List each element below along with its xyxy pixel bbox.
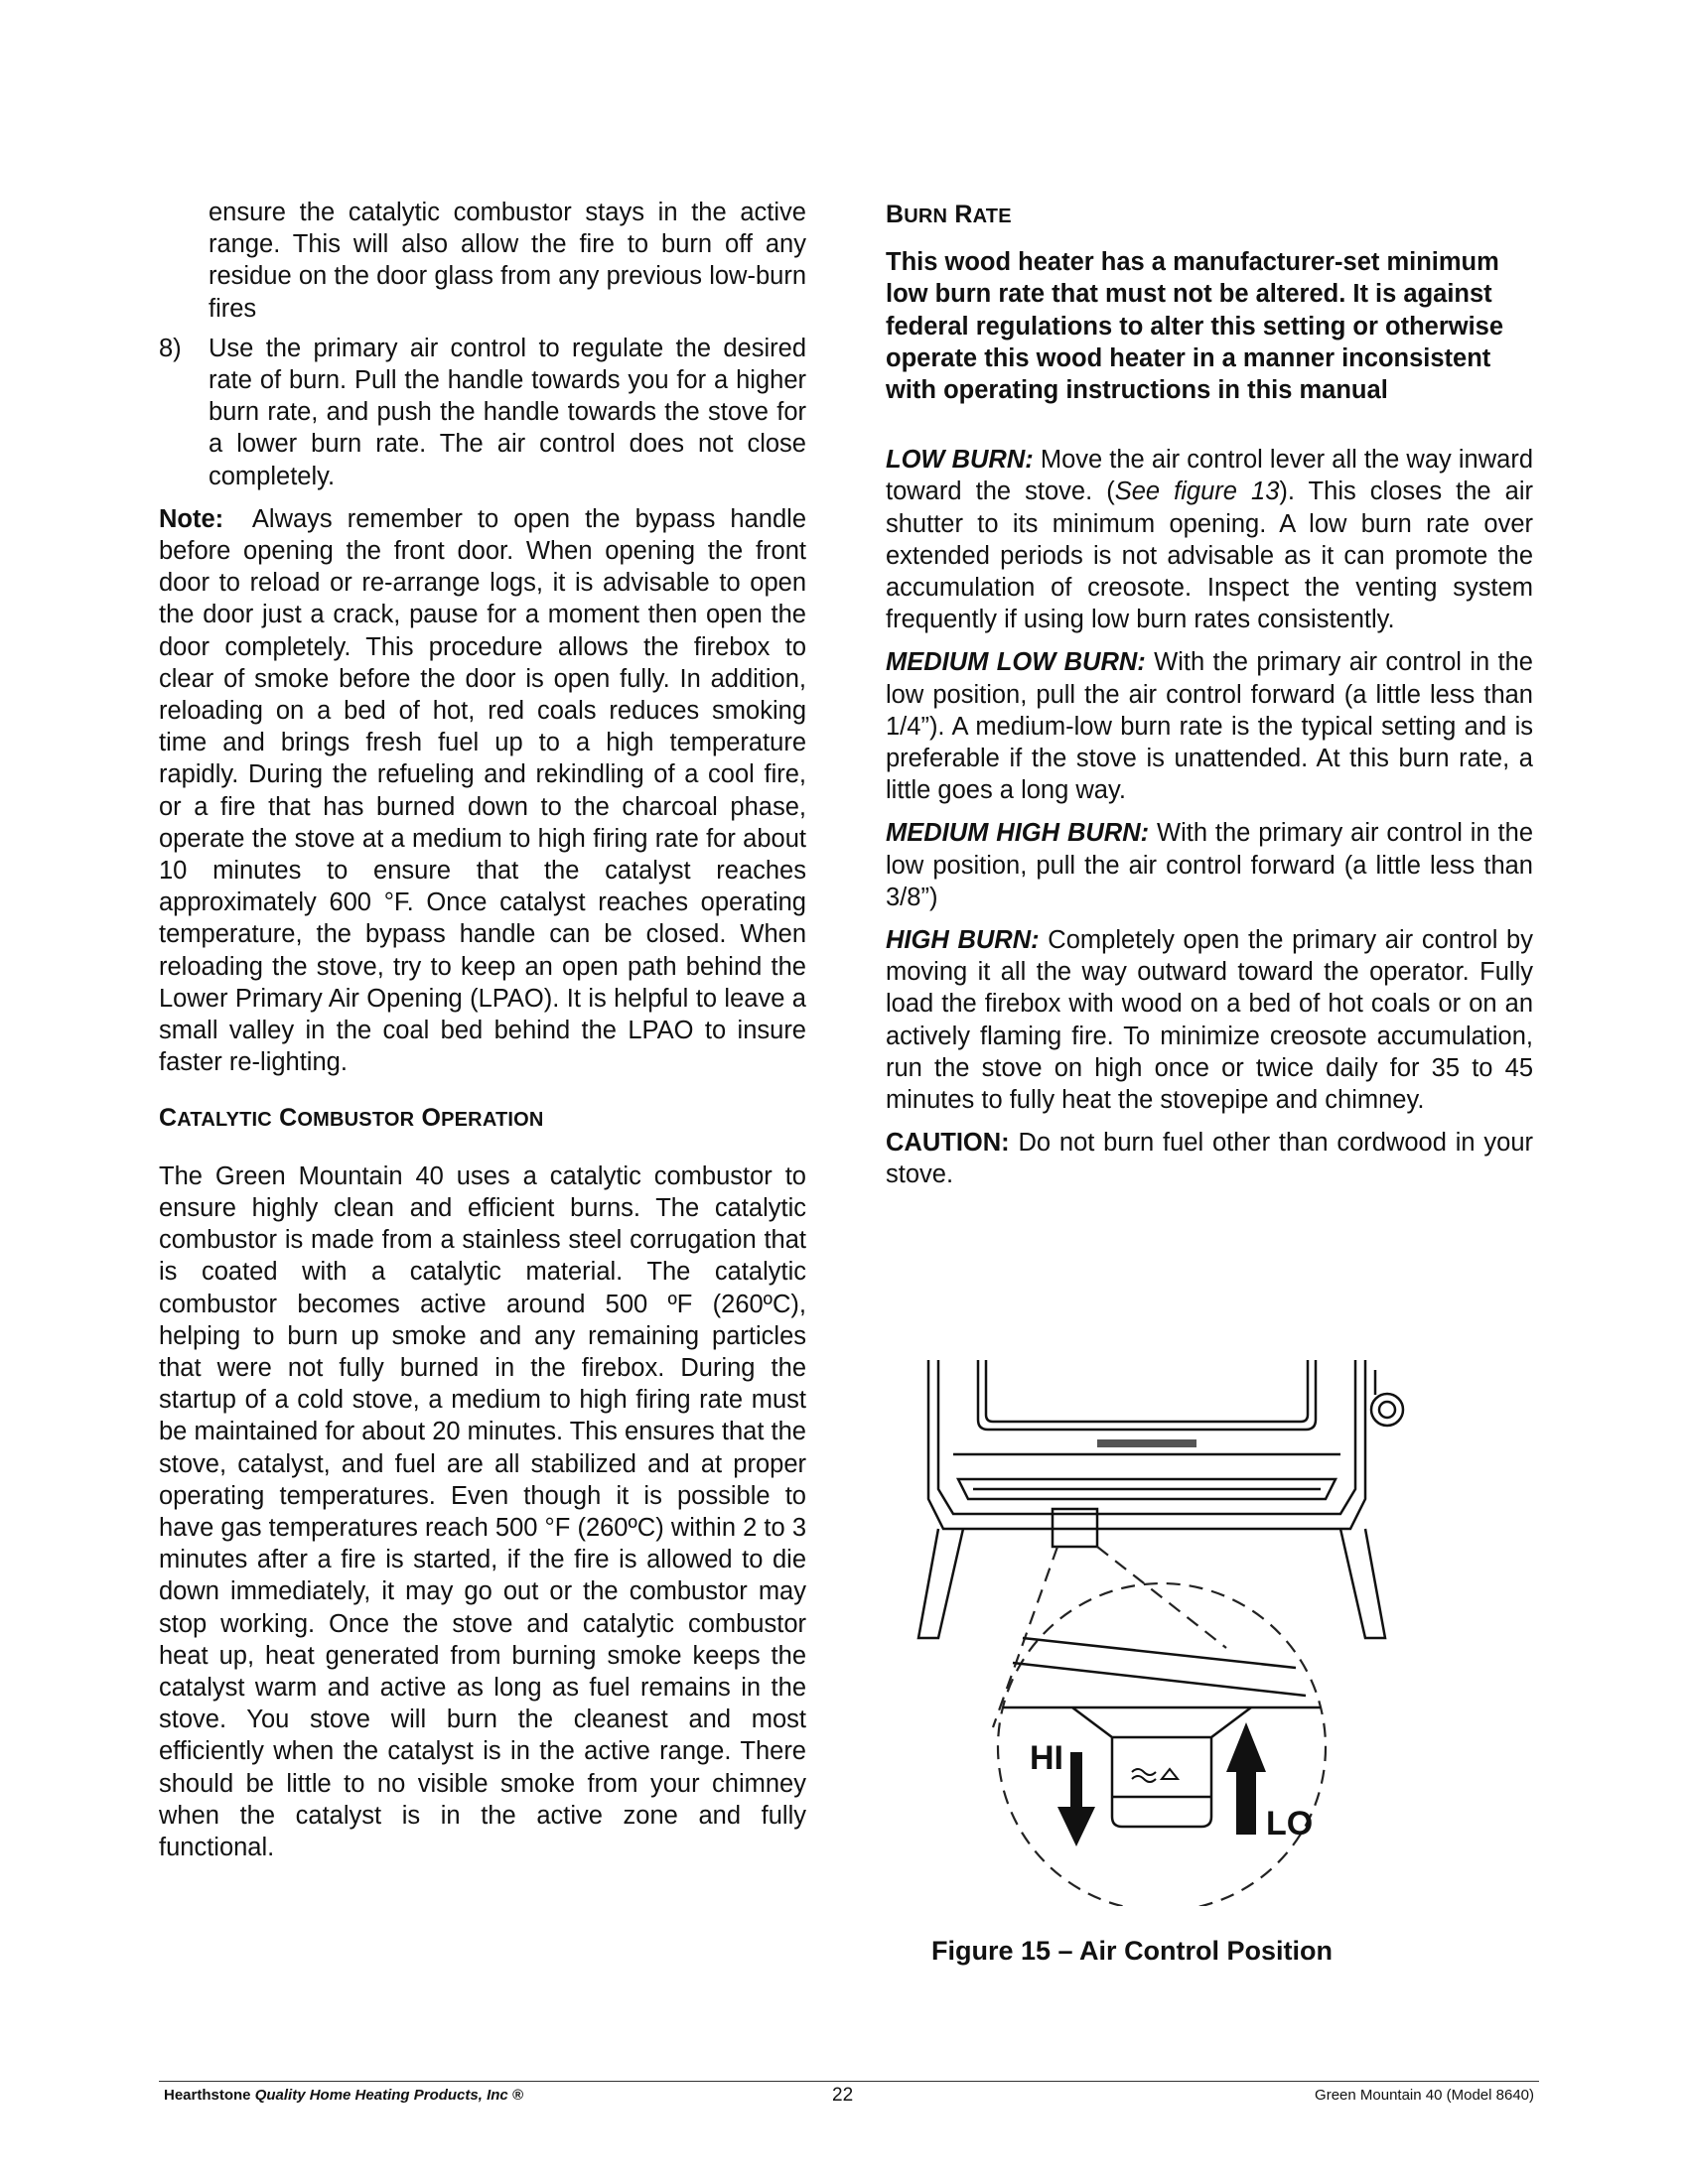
- caution-label: CAUTION:: [886, 1129, 1010, 1158]
- side-handle: [1371, 1394, 1403, 1426]
- stove-illustration: [899, 1350, 1415, 1906]
- high-burn-label: HIGH BURN:: [886, 926, 1040, 955]
- high-burn-paragraph: HIGH BURN: Completely open the primary air control by moving it all the way outward toward the operator. Fully load the firebox with wood on a bed of hot coals or on an actively flaming fire. To minimize creosote accumulation, run the stove on high once or twice daily for 35 to 45 minutes to fully heat the stovepipe and chimney.: [886, 926, 1533, 1115]
- catalytic-paragraph: The Green Mountain 40 uses a catalytic combustor to ensure highly clean and efficient burns. The catalytic combustor is made from a stainless steel corrugation that is coated with a catalytic material. The catalytic combustor becomes active around 500 ºF (260ºC), helping to burn up smoke and any remaining particles that were not fully burned in the firebox. During the startup of a cold stove, a medium to high firing rate must be maintained for about 20 minutes. This ensures that the stove, catalyst, and fuel are all stabilized and at proper operating temperatures. Even though it is possible to have gas temperatures reach 500 °F (260ºC) within 2 to 3 minutes after a fire is started, if the fire is allowed to die down immediately, it may go out or the combustor may stop working. Once the stove and catalytic combustor heat up, heat generated from burning smoke keeps the catalyst warm and active as long as fuel remains in the stove. You stove will burn the cleanest and most efficiently when the catalyst is in the active range. There should be little to no visible smoke from your chimney when the catalyst is in the active zone and fully functional.: [159, 1161, 806, 1861]
- footer-brand: Hearthstone Quality Home Heating Products, Inc ®: [164, 2087, 523, 2104]
- stove-door-outline: [978, 1360, 1316, 1430]
- air-control-figure: [899, 1350, 1415, 1906]
- list-item-8: [159, 333, 806, 492]
- burn-rate-heading: BURN RATE: [886, 201, 1012, 228]
- note-label: Note:: [159, 504, 224, 533]
- medium-high-label: MEDIUM HIGH BURN:: [886, 819, 1150, 848]
- lo-label: LO: [1266, 1805, 1314, 1843]
- list-number: 8): [159, 334, 182, 362]
- footer-rule: [159, 2081, 1539, 2082]
- zoom-rail-top: [1023, 1638, 1296, 1668]
- medium-low-label: MEDIUM LOW BURN:: [886, 648, 1146, 677]
- low-burn-paragraph: LOW BURN: Move the air control lever all the way inward toward the stove. (See figure 13). This closes the air shutter to its minimum opening. A low burn rate over extended periods is not advisable as it can promote the accumulation of creosote. Inspect the venting system frequently if using low burn rates consistently.: [886, 446, 1534, 634]
- control-symbols-icon: [1132, 1769, 1178, 1782]
- low-burn-label: LOW BURN:: [886, 446, 1034, 475]
- burn-rate-warning: This wood heater has a manufacturer-set minimum low burn rate that must not be altered. It is against federal regulations to alter this setting or otherwise operate this wood heater in a manner inconsistent with operating instructions in this manual: [886, 248, 1504, 405]
- page-number: 22: [832, 2085, 854, 2106]
- figure-caption: Figure 15 – Air Control Position: [931, 1936, 1334, 1966]
- continuation-paragraph: ensure the catalytic combustor stays in the active range. This will also allow the fire to burn off any residue on the door glass from any previous low-burn fires: [209, 199, 806, 323]
- note-text: Always remember to open the bypass handle before opening the front door. When opening the front door to reload or re-arrange logs, it is advisable to open the door just a crack, pause for a moment then open the door completely. This procedure allows the firebox to clear of smoke before the door is open fully. In addition, reloading on a bed of hot, red coals reduces smoking time and brings fresh fuel up to a high temperature rapidly. During the refueling and rekindling of a cool fire, or a fire that has burned down to the charcoal phase, operate the stove at a medium to high firing rate for about 10 minutes to ensure that the catalyst reaches approximately 600 °F. Once catalyst reaches operating temperature, the bypass handle can be closed. When reloading the stove, try to keep an open path behind the Lower Primary Air Opening (LPAO). It is helpful to leave a small valley in the coal bed behind the LPAO to insure faster re-lighting.: [159, 504, 807, 1077]
- left-leg: [918, 1529, 963, 1638]
- footer-model: Green Mountain 40 (Model 8640): [1315, 2087, 1534, 2104]
- right-column: [886, 197, 1533, 1191]
- left-column: [159, 197, 806, 1863]
- lo-arrow-icon: [1226, 1722, 1266, 1835]
- list-item-text: Use the primary air control to regulate the desired rate of burn. Pull the handle towards you for a higher burn rate, and push the handle towards the stove for a lower burn rate. The air control does not close completely.: [209, 334, 806, 490]
- note-paragraph: [159, 503, 806, 1079]
- hi-label: HI: [1030, 1739, 1063, 1777]
- zoom-control-tab: [1112, 1737, 1211, 1827]
- right-leg: [1340, 1529, 1385, 1638]
- medium-high-paragraph: MEDIUM HIGH BURN: With the primary air control in the low position, pull the air control forward (a little less than 3/8”): [886, 819, 1534, 911]
- medium-low-paragraph: MEDIUM LOW BURN: With the primary air control in the low position, pull the air control forward (a little less than 1/4”). A medium-low burn rate is the typical setting and is preferable if the stove is unattended. At this burn rate, a little goes a long way.: [886, 648, 1533, 805]
- caution-paragraph: CAUTION: Do not burn fuel other than cordwood in your stove.: [886, 1129, 1533, 1189]
- catalytic-heading: CATALYTIC COMBUSTOR OPERATION: [159, 1104, 544, 1133]
- zoom-control-bracket: [1072, 1707, 1251, 1737]
